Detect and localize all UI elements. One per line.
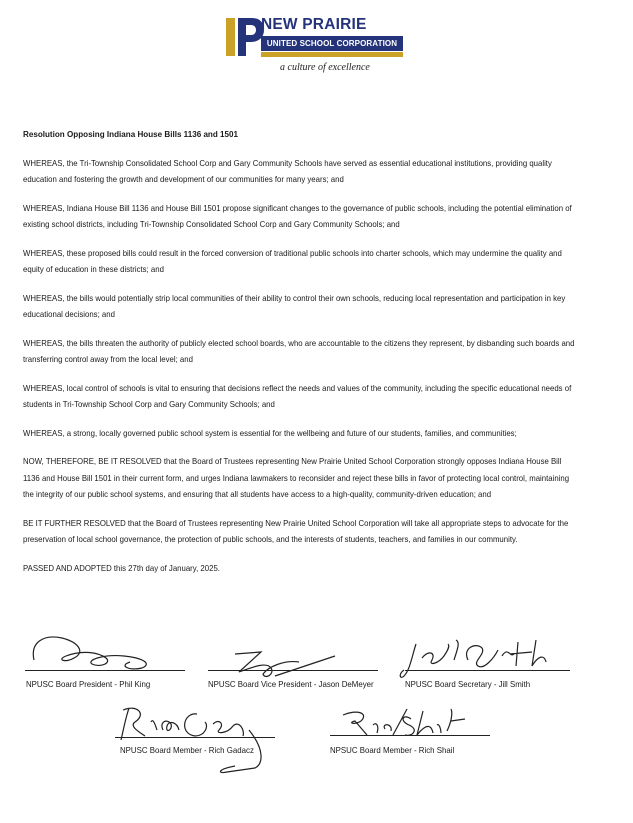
paragraph-whereas-4: WHEREAS, the bills would potentially strip local communities of their ability to control their own schools, reducing local representation and participation in key educational decisions; and bbox=[23, 292, 566, 319]
paragraph-whereas-3: WHEREAS, these proposed bills could result in the forced conversion of traditional public schools into charter schools, which may undermine the quality and equity of education in these districts; and bbox=[23, 247, 562, 274]
signature-line-secretary bbox=[405, 670, 570, 671]
resolution-document bbox=[23, 126, 576, 588]
paragraph-whereas-1: WHEREAS, the Tri-Township Consolidated School Corp and Gary Community Schools have served as essential educational institutions, providing quality education and fostering the growth and development of our communities for many years; and bbox=[23, 157, 552, 184]
np-monogram-icon bbox=[224, 14, 264, 60]
signature-label-president: NPUSC Board President - Phil King bbox=[26, 679, 151, 689]
signature-label-secretary: NPUSC Board Secretary - Jill Smith bbox=[405, 679, 531, 689]
signature-line-member-gadacz bbox=[115, 737, 275, 738]
paragraph-whereas-5: WHEREAS, the bills threaten the authority of publicly elected school boards, who are accountable to the citizens they represent, by disbanding such boards and transferring control away from the local level; and bbox=[23, 337, 575, 364]
paragraph-whereas-2: WHEREAS, Indiana House Bill 1136 and House Bill 1501 propose significant changes to the governance of public schools, including the potential elimination of existing school districts, including Tri-Township Consolidated School Corp and Gary Community Schools; and bbox=[23, 202, 572, 229]
paragraph-whereas-6: WHEREAS, local control of schools is vital to ensuring that decisions reflect the needs and values of the community, including the specific educational needs of students in Tri-Township School Corp and Gary Community Schools; and bbox=[23, 382, 572, 409]
signature-phil-king bbox=[26, 630, 176, 675]
paragraph-further-resolved: BE IT FURTHER RESOLVED that the Board of Trustees representing New Prairie United School Corporation will take all appropriate steps to advocate for the preservation of local school governance, the protection of public schools, and the interests of students, teachers, and families in our community. bbox=[23, 517, 569, 544]
signature-line-president bbox=[25, 670, 185, 671]
signature-line-member-shail bbox=[330, 735, 490, 736]
signature-jill-smith bbox=[398, 636, 558, 684]
signature-line-vice-president bbox=[208, 670, 378, 671]
paragraph-passed-adopted: PASSED AND ADOPTED this 27th day of January, 2025. bbox=[23, 562, 220, 573]
signature-label-member-gadacz: NPUSC Board Member - Rich Gadacz bbox=[120, 745, 254, 755]
signature-label-vice-president: NPUSC Board Vice President - Jason DeMeyer bbox=[208, 679, 374, 689]
signature-rich-shail bbox=[333, 705, 493, 745]
paragraph-whereas-7: WHEREAS, a strong, locally governed public school system is essential for the wellbeing and future of our students, families, and communities; bbox=[23, 427, 517, 438]
signature-label-member-shail: NPSUC Board Member - Rich Shail bbox=[330, 745, 455, 755]
paragraph-resolved: NOW, THEREFORE, BE IT RESOLVED that the Board of Trustees representing New Prairie United School Corporation strongly opposes Indiana House Bill 1136 and House Bill 1501 in their current form, and urges Indiana lawmakers to reconsider and reject these bills in favor of protecting local control, maintaining the integrity of our public school systems, and ensuring that all students have access to a high-quality, community-driven education; and bbox=[23, 456, 570, 499]
logo-gold-stripe bbox=[261, 52, 403, 57]
logo-name-top: NEW PRAIRIE bbox=[261, 16, 367, 33]
resolution-title: Resolution Opposing Indiana House Bills 1136 and 1501 bbox=[23, 129, 239, 139]
logo-tagline: a culture of excellence bbox=[280, 62, 370, 73]
logo-name-band: UNITED SCHOOL CORPORATION bbox=[261, 36, 403, 51]
school-logo bbox=[224, 14, 404, 84]
